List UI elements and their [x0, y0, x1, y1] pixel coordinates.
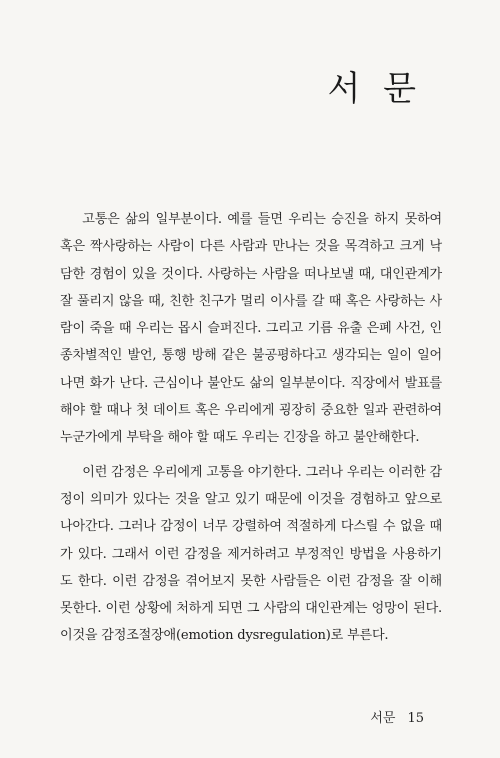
chapter-title: 서 문 — [327, 69, 422, 109]
body-text — [60, 206, 442, 650]
paragraph-1: 고통은 삶의 일부분이다. 예를 들면 우리는 승진을 하지 못하여 혹은 짝사랑하는 사람이 다른 사람과 만나는 것을 목격하고 크게 낙담한 경험이 있을 것이다. 사랑하는 사람을 떠나보낼 때, 대인관계가 잘 풀리지 않을 때, 친한 친구가 멀리 이사를 갈 때 혹은 사랑하는 사람이 죽을 때 우리는 몹시 슬퍼진다. 그리고 기름 유출 은폐 사건, 인종차별적인 발언, 통행 방해 같은 불공평하다고 생각되는 일이 일어나면 화가 난다. 근심이나 불안도 삶의 일부분이다. 직장에서 발표를 해야 할 때나 첫 데이트 혹은 우리에게 굉장히 중요한 일과 관련하여 누군가에게 부탁을 해야 할 때도 우리는 긴장을 하고 불안해한다. — [60, 212, 442, 446]
running-footer-section: 서문 — [370, 711, 396, 726]
page-number: 15 — [407, 711, 424, 726]
paragraph-2: 이런 감정은 우리에게 고통을 야기한다. 그러나 우리는 이러한 감정이 의미가 있다는 것을 알고 있기 때문에 이것을 경험하고 앞으로 나아간다. 그러나 감정이 너무 강렬하여 적절하게 다스릴 수 없을 때가 있다. 그래서 이런 감정을 제거하려고 부정적인 방법을 사용하기도 한다. 이런 감정을 겪어보지 못한 사람들은 이런 감정을 잘 이해 못한다. 이런 상황에 처하게 되면 그 사람의 대인관계는 엉망이 된다. 이것을 감정조절장애(emotion dysregulation)로 부른다. — [60, 464, 442, 644]
page-footer — [370, 707, 424, 726]
